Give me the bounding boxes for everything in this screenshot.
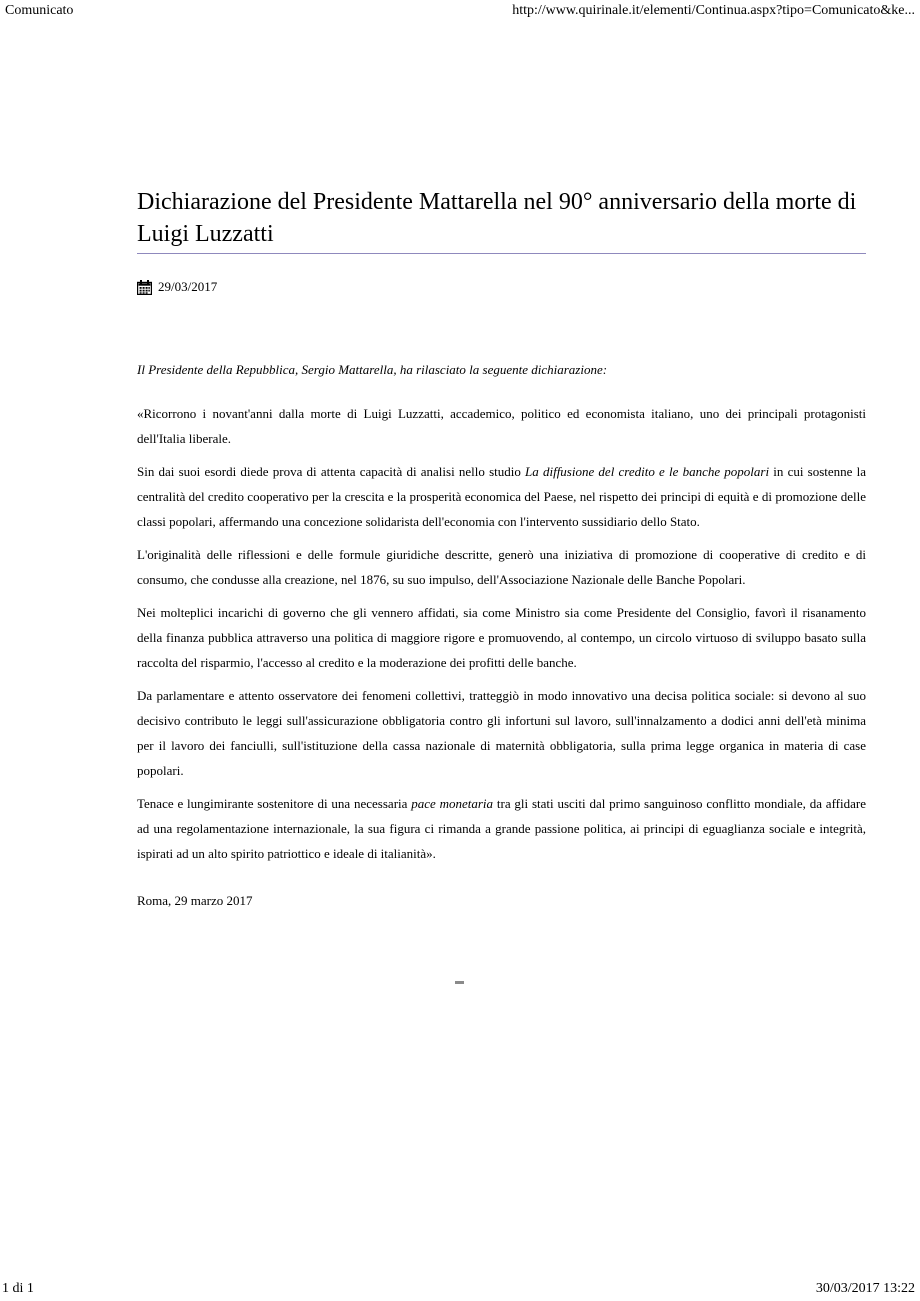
paragraph-text-segment: Nei molteplici incarichi di governo che gli vennero affidati, sia come Ministro sia come Presidente del Consiglio, favorì il risanamento della finanza pubblica attraverso una politica di maggiore rigore e promuovendo, al contempo, un circolo virtuoso di sviluppo basato sulla raccolta del risparmio, l'accesso al credito e la moderazione dei profitti delle banche. — [137, 605, 866, 670]
paragraph-text-segment: L'originalità delle riflessioni e delle formule giuridiche descritte, generò una iniziativa di promozione di cooperative di credito e di consumo, che condusse alla creazione, nel 1876, su suo impulso, dell'Associazione Nazionale delle Banche Popolari. — [137, 547, 866, 587]
article-title: Dichiarazione del Presidente Mattarella nel 90° anniversario della morte di Luigi Luzzatti — [137, 186, 866, 254]
paragraph-text-segment: Tenace e lungimirante sostenitore di una necessaria — [137, 796, 412, 811]
paragraph-text-segment: in cui sostenne la centralità del credito cooperativo per la crescita e la prosperità economica del Paese, nel rispetto dei principi di equità e di promozione delle classi popolari, affermando una concezione solidarista dell'economia con l'intervento sussidiario dello Stato. — [137, 464, 866, 529]
separator-dash — [455, 981, 464, 984]
article-paragraph — [137, 459, 866, 534]
article-intro: Il Presidente della Repubblica, Sergio Mattarella, ha rilasciato la seguente dichiarazione: — [137, 362, 608, 377]
article-date-row — [137, 279, 866, 295]
article-date: 29/03/2017 — [158, 279, 218, 294]
article-closing: Roma, 29 marzo 2017 — [137, 893, 253, 908]
print-footer — [2, 1281, 915, 1297]
paragraph-text-segment: Sin dai suoi esordi diede prova di attenta capacità di analisi nello studio — [137, 464, 526, 479]
print-header-url: http://www.quirinale.it/elementi/Continua.aspx?tipo=Comunicato&ke... — [512, 3, 915, 18]
article-paragraph — [137, 600, 866, 675]
article-paragraph — [137, 542, 866, 592]
paragraph-text-segment: Da parlamentare e attento osservatore dei fenomeni collettivi, tratteggiò in modo innovativo una decisa politica sociale: si devono al suo decisivo contributo le leggi sull'assicurazione obbligatoria contro gli infortuni sul lavoro, sull'innalzamento a dodici anni dell'età minima per il lavoro dei fanciulli, sull'istituzione della cassa nazionale di maternità obbligatoria, sulla prima legge organica in materia di case popolari. — [137, 688, 866, 778]
article-paragraph — [137, 401, 866, 451]
article — [137, 0, 866, 913]
print-footer-datetime: 30/03/2017 13:22 — [815, 1281, 915, 1296]
paragraph-text-segment: «Ricorrono i novant'anni dalla morte di Luigi Luzzatti, accademico, politico ed economista italiano, uno dei principali protagonisti dell'Italia liberale. — [137, 406, 866, 446]
paragraph-italic-segment: La diffusione del credito e le banche popolari — [525, 464, 770, 479]
article-paragraphs — [137, 401, 866, 866]
paragraph-text-segment: tra gli stati usciti dal primo sanguinoso conflitto mondiale, da affidare ad una regolamentazione internazionale, la sua figura ci rimanda a grande passione politica, ai principi di eguaglianza sociale e integrità, ispirati ad un alto spirito patriottico e ideale di italianità». — [137, 796, 866, 861]
article-paragraph — [137, 791, 866, 866]
print-footer-page-number: 1 di 1 — [2, 1281, 34, 1296]
calendar-icon — [137, 280, 152, 295]
print-header-doc-title: Comunicato — [5, 3, 74, 18]
paragraph-italic-segment: pace monetaria — [411, 796, 494, 811]
article-paragraph — [137, 683, 866, 783]
